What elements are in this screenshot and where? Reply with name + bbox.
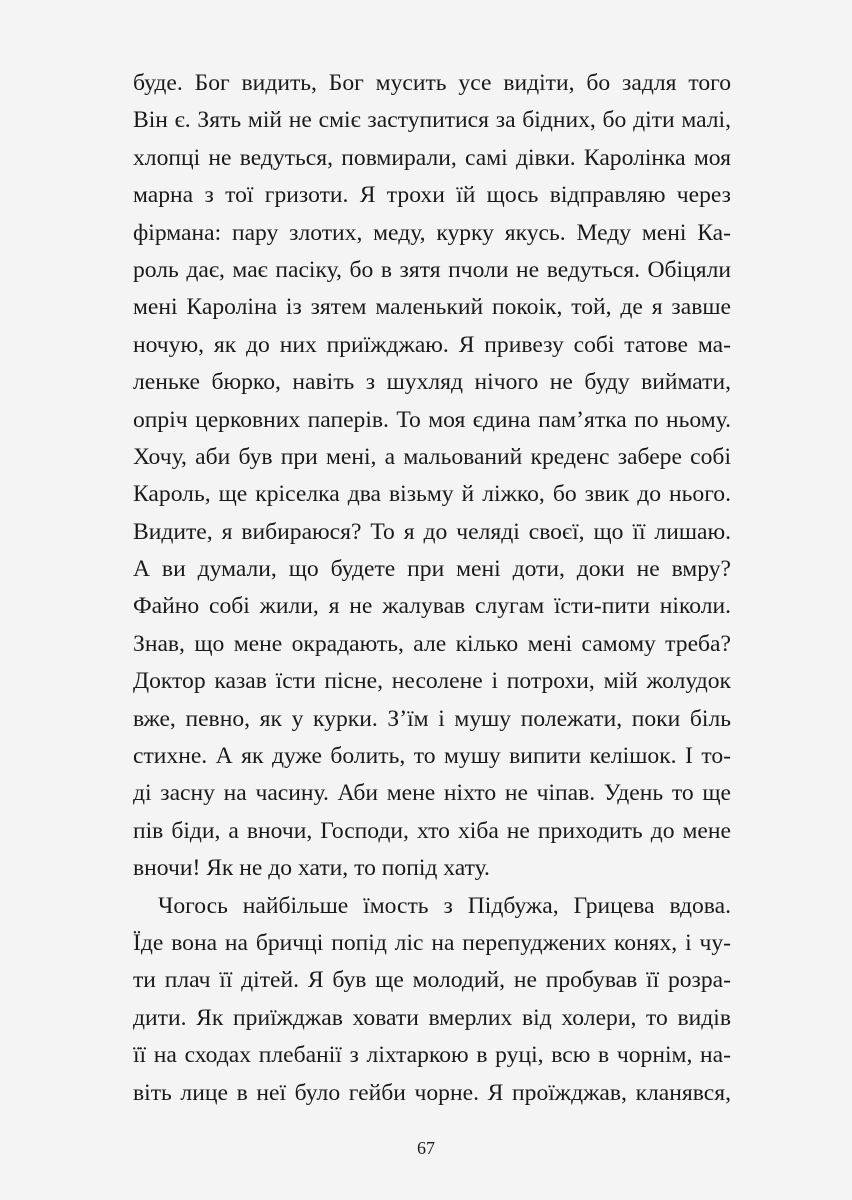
text-line: Кароль, ще кріселка два візьму й ліжко, бо звик до нього. [133,481,731,508]
body-text [133,65,731,1112]
text-line: дити. Як приїжджав ховати вмерлих від холери, то видів [133,1004,731,1031]
text-line: ночую, як до них приїжджаю. Я привезу собі татове ма- [133,331,731,358]
text-line: Знав, що мене окрадають, але кілько мені самому треба? [133,630,731,657]
paragraph-2 [133,888,731,1112]
text-line: Хочу, аби був при мені, а мальований креденс забере собі [133,443,731,470]
text-line: пів біди, а вночи, Господи, хто хіба не приходить до мене [133,817,731,844]
text-line: Їде вона на бричці попід ліс на перепуджених конях, і чу- [133,929,731,956]
page-number: 67 [417,1138,435,1158]
text-line: Чогось найбільше їмость з Підбужа, Грицева вдова. [158,892,731,919]
text-line: марна з тої гризоти. Я трохи їй щось відправляю через [133,182,731,209]
text-line: ді засну на часину. Аби мене ніхто не чіпав. Удень то ще [133,780,731,807]
text-line: роль дає, має пасіку, бо в зятя пчоли не ведуться. Обіцяли [133,256,731,283]
text-line: хлопці не ведуться, повмирали, самі дівки. Каролінка моя [133,144,731,171]
text-line: Видите, я вибираюся? То я до челяді своєї, що її лишаю. [133,518,731,545]
paragraph-1 [133,65,731,888]
text-line: опріч церковних паперів. То моя єдина пам’ятка по ньому. [133,406,731,433]
text-line: Доктор казав їсти пісне, несолене і потрохи, мій жолудок [133,668,731,695]
text-line: мені Кароліна із зятем маленький покоік, той, де я завше [133,294,731,321]
text-line: Він є. Зять мій не сміє заступитися за бідних, бо діти малі, [133,107,731,134]
text-line: ти плач її дітей. Я був ще молодий, не пробував її розра- [133,967,731,994]
text-line: Файно собі жили, я не жалував слугам їсти-пити ніколи. [133,593,731,620]
text-line: її на сходах плебанії з ліхтаркою в руці, всю в чорнім, на- [133,1042,731,1069]
text-line: віть лице в неї було гейби чорне. Я проїжджав, кланявся, [133,1079,731,1106]
text-line: вже, певно, як у курки. З’їм і мушу полежати, поки біль [133,705,731,732]
text-line: стихне. А як дуже болить, то мушу випити келішок. І то- [133,743,731,770]
text-line: А ви думали, що будете при мені доти, доки не вмру? [133,556,731,583]
text-line: фірмана: пару злотих, меду, курку якусь. Меду мені Ка- [133,219,731,246]
text-line: буде. Бог видить, Бог мусить усе видіти, бо задля того [133,70,731,96]
text-line: леньке бюрко, навіть з шухляд нічого не буду виймати, [133,369,731,396]
text-line: вночи! Як не до хати, то попід хату. [133,855,490,882]
